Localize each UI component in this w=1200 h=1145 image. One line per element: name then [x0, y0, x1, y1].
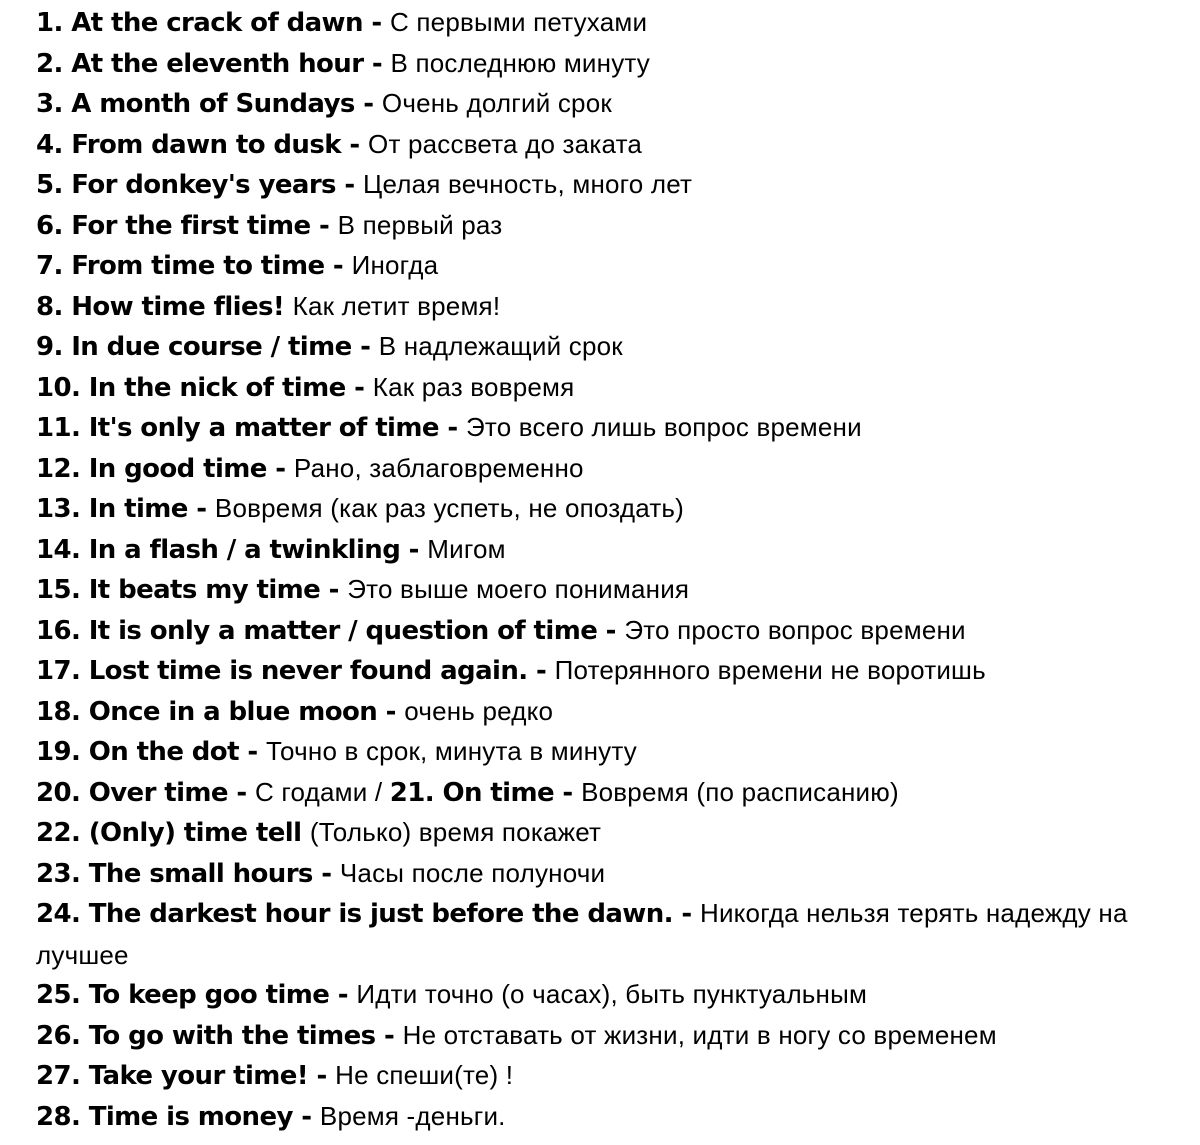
- english-idiom: 8. How time flies!: [36, 291, 293, 322]
- russian-translation: Вовремя (как раз успеть, не опоздать): [214, 493, 685, 523]
- english-idiom: 17. Lost time is never found again. -: [36, 656, 555, 686]
- list-item: [36, 326, 1196, 367]
- russian-translation: Не отставать от жизни, идти в ногу со временем: [402, 1019, 997, 1050]
- russian-translation: Очень долгий срок: [381, 88, 612, 118]
- list-item: [36, 691, 1196, 732]
- list-item: [36, 164, 1196, 205]
- russian-translation: Это просто вопрос времени: [624, 614, 966, 645]
- english-idiom: 6. For the first time -: [36, 210, 338, 241]
- list-item: [36, 286, 1196, 327]
- english-idiom: 27. Take your time! -: [36, 1061, 336, 1091]
- english-idiom: 23. The small hours -: [36, 858, 340, 889]
- russian-translation: Точно в срок, минута в минуту: [266, 736, 637, 766]
- list-item: [36, 610, 1196, 651]
- russian-translation: Как раз вовремя: [372, 371, 575, 402]
- russian-translation: (Только) время покажет: [309, 817, 602, 847]
- russian-translation: В последнюю минуту: [390, 47, 650, 78]
- english-idiom: 20. Over time -: [36, 777, 256, 808]
- russian-translation: Это выше моего понимания: [347, 574, 690, 604]
- english-idiom: 14. In a flash / a twinkling -: [36, 534, 428, 565]
- english-idiom: 10. In the nick of time -: [36, 372, 373, 403]
- list-item: [36, 772, 1196, 813]
- russian-translation: В надлежащий срок: [378, 331, 623, 361]
- russian-translation: В первый раз: [337, 209, 503, 240]
- russian-translation: Идти точно (о часах), быть пунктуальным: [356, 979, 868, 1009]
- english-idiom: 12. In good time -: [36, 453, 294, 484]
- english-idiom: 28. Time is money -: [36, 1101, 320, 1132]
- russian-translation: Как летит время!: [292, 290, 501, 321]
- list-item: [36, 124, 1196, 165]
- english-idiom: 9. In due course / time -: [36, 332, 379, 362]
- russian-translation: Рано, заблаговременно: [293, 452, 584, 483]
- english-idiom: 25. To keep goo time -: [36, 980, 357, 1010]
- list-item: [36, 812, 1196, 853]
- list-item: [36, 245, 1196, 286]
- english-idiom: 22. (Only) time tell: [36, 818, 310, 848]
- english-idiom: 2. At the eleventh hour -: [36, 48, 391, 79]
- list-item: [36, 488, 1196, 529]
- list-item: [36, 448, 1196, 489]
- list-item: [36, 650, 1196, 691]
- list-item: [36, 1015, 1196, 1056]
- russian-translation: Мигом: [427, 533, 506, 564]
- list-item: [36, 853, 1196, 894]
- list-item: [36, 2, 1196, 43]
- list-item: [36, 1096, 1196, 1137]
- english-idiom: 26. To go with the times -: [36, 1020, 403, 1051]
- russian-translation: очень редко: [404, 695, 554, 726]
- list-item: [36, 83, 1196, 124]
- russian-translation: Часы после полуночи: [339, 857, 606, 888]
- english-idiom: 4. From dawn to dusk -: [36, 129, 369, 160]
- russian-translation: С первыми петухами: [390, 7, 648, 37]
- list-item: [36, 1055, 1196, 1096]
- english-idiom: 15. It beats my time -: [36, 575, 348, 605]
- list-item: [36, 407, 1196, 448]
- list-item: [36, 893, 1196, 974]
- english-idiom: 11. It's only a matter of time -: [36, 413, 466, 443]
- idioms-list: [36, 2, 1196, 1136]
- english-idiom: 7. From time to time -: [36, 251, 352, 281]
- english-idiom: 3. A month of Sundays -: [36, 89, 382, 119]
- list-item: [36, 731, 1196, 772]
- list-item: [36, 529, 1196, 570]
- list-item: [36, 974, 1196, 1015]
- english-idiom: 1. At the crack of dawn -: [36, 8, 390, 38]
- english-idiom: 24. The darkest hour is just before the dawn. -: [36, 899, 700, 929]
- russian-translation: Время -деньги.: [319, 1100, 506, 1131]
- russian-translation: Не спеши(те) !: [335, 1060, 514, 1090]
- english-idiom: 13. In time -: [36, 494, 215, 524]
- list-item: [36, 367, 1196, 408]
- russian-translation: С годами /: [255, 776, 390, 807]
- list-item: [36, 569, 1196, 610]
- russian-translation: Целая вечность, много лет: [363, 169, 693, 199]
- russian-translation: Иногда: [351, 250, 439, 280]
- russian-translation: Это всего лишь вопрос времени: [465, 412, 862, 442]
- russian-translation: Потерянного времени не воротишь: [554, 655, 986, 685]
- english-idiom: 5. For donkey's years -: [36, 170, 364, 200]
- russian-translation: Вовремя (по расписанию): [581, 776, 899, 807]
- russian-translation: От рассвета до заката: [368, 128, 643, 159]
- russian-translation: Никогда нельзя терять надежду на лучшее: [36, 898, 1128, 970]
- english-idiom: 16. It is only a matter / question of time -: [36, 615, 625, 646]
- list-item: [36, 43, 1196, 84]
- list-item: [36, 205, 1196, 246]
- english-idiom: 19. On the dot -: [36, 737, 266, 767]
- english-idiom: 21. On time -: [389, 777, 582, 808]
- english-idiom: 18. Once in a blue moon -: [36, 696, 405, 727]
